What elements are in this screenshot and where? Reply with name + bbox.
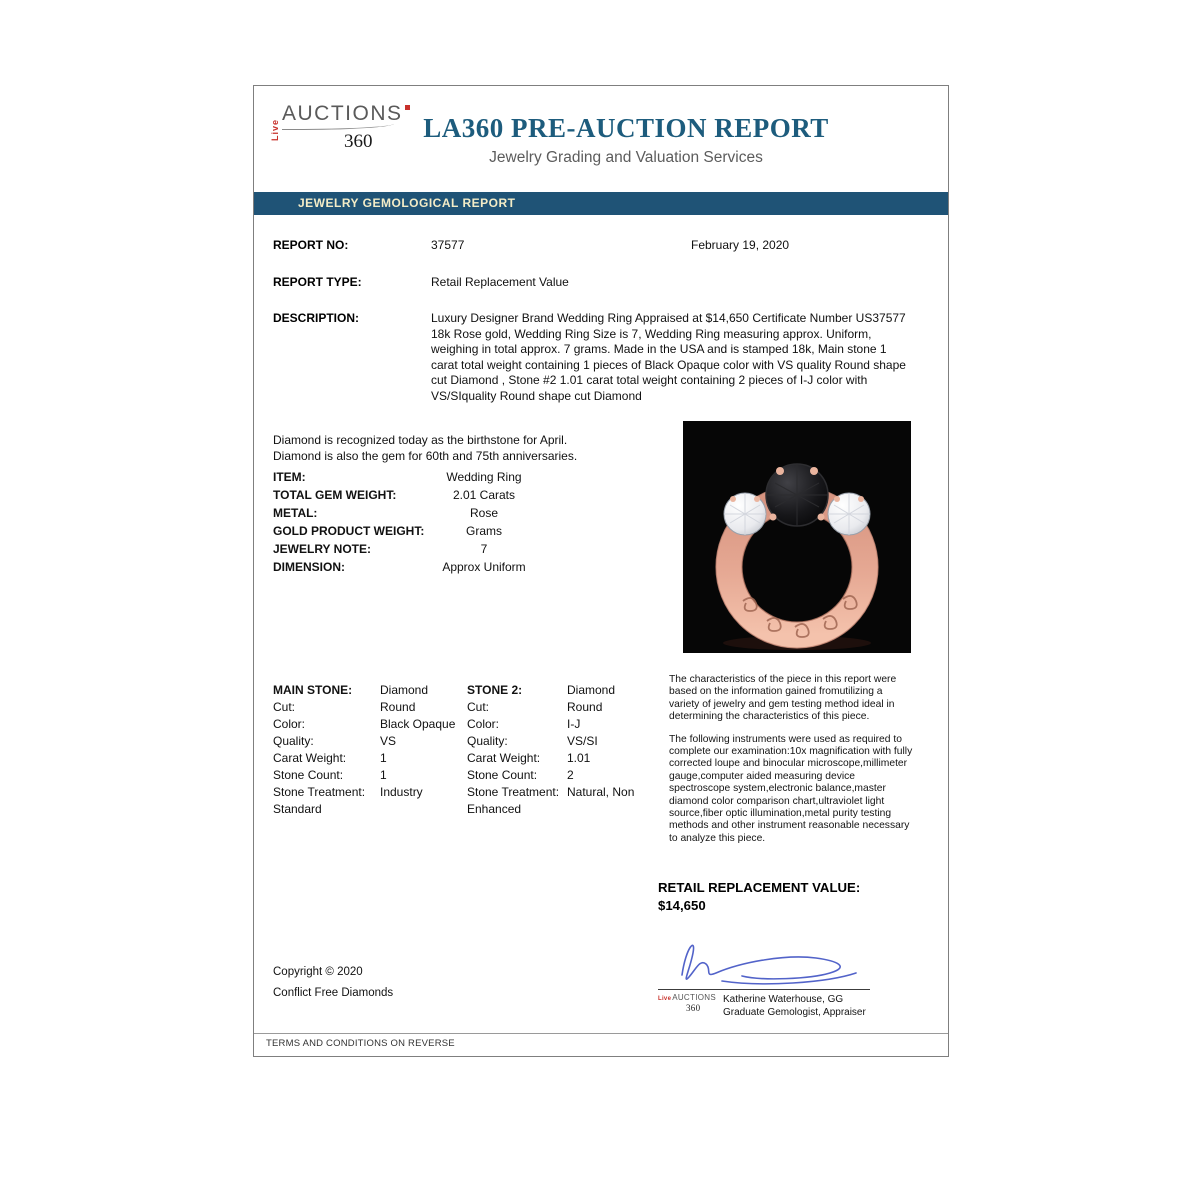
- stone-attr-row: [467, 767, 663, 784]
- report-type-label: REPORT TYPE:: [273, 275, 362, 289]
- stone2-label: STONE 2:: [467, 683, 523, 697]
- signature-logo-live: Live: [658, 996, 672, 1002]
- signature-ink: [658, 929, 870, 989]
- logo-auctions-text: AUCTIONS: [282, 102, 403, 125]
- birthstone-note-line2: Diamond is also the gem for 60th and 75th anniversaries.: [273, 449, 578, 463]
- stone-attr-row: [273, 716, 463, 733]
- stone-attr-label: Stone Treatment:: [273, 785, 366, 799]
- signature-logo-auctions: AUCTIONS: [672, 993, 716, 1002]
- stone-attr-value: 1: [380, 751, 387, 765]
- item-label: METAL:: [273, 506, 318, 520]
- description-text: Luxury Designer Brand Wedding Ring Appraised at $14,650 Certificate Number US37577 18k Rose gold, Wedding Ring Size is 7, Wedding Ring measuring approx. Uniform, weighing in total approx. 7 grams. Made in the USA and is stamped 18k, Main stone 1 carat total weight containing 1 pieces of Black Opaque color with VS quality Round shape cut Diamond , Stone #2 1.01 carat total weight containing 2 pieces of I-J color with VS/SIquality Round shape cut Diamond: [431, 311, 906, 403]
- appraiser-name: Katherine Waterhouse, GG: [722, 994, 844, 1005]
- characteristics-text: [669, 674, 913, 855]
- birthstone-note: [273, 432, 577, 464]
- stone-attr-value: 2: [567, 768, 574, 782]
- item-label: GOLD PRODUCT WEIGHT:: [273, 524, 425, 538]
- stone-attr-value: Round: [567, 700, 603, 714]
- stone-attr-label: Color:: [273, 717, 306, 731]
- terms-text: TERMS AND CONDITIONS ON REVERSE: [266, 1038, 455, 1049]
- report-subtitle: Jewelry Grading and Valuation Services: [489, 149, 763, 166]
- report-type-value: Retail Replacement Value: [431, 275, 569, 289]
- stone-attr-value: Round: [380, 700, 416, 714]
- stone-attr-value: Black Opaque: [380, 717, 456, 731]
- stone-attr-row: [273, 784, 463, 818]
- report-no-label: REPORT NO:: [273, 238, 349, 252]
- logo-360-text: 360: [344, 131, 373, 152]
- birthstone-note-line1: Diamond is recognized today as the birthstone for April.: [273, 433, 568, 447]
- item-row: [273, 542, 537, 560]
- report-date: February 19, 2020: [691, 238, 790, 252]
- stone-attr-label: Carat Weight:: [273, 751, 347, 765]
- section-banner-label: JEWELRY GEMOLOGICAL REPORT: [298, 196, 516, 210]
- retail-value-block: [658, 879, 860, 915]
- item-value: 7: [480, 542, 488, 556]
- stone-attr-value: VS/SI: [567, 734, 598, 748]
- stone-attr-value: VS: [380, 734, 397, 748]
- appraiser-title: Graduate Gemologist, Appraiser: [722, 1007, 866, 1018]
- terms-footer: [254, 1033, 948, 1049]
- item-row: [273, 488, 537, 506]
- stone2-title-row: [467, 682, 663, 699]
- main-stone-title-row: [273, 682, 463, 699]
- copyright-text: Copyright © 2020: [273, 966, 363, 978]
- characteristics-paragraph-2: The following instruments were used as required to complete our examination:10x magnification with fully corrected loupe and binocular microscope,millimeter gauge,computer aided measuring device spectroscope system,electronic balance,master diamond color comparison chart,ultraviolet light source,fiber optic illumination,metal purity testing methods and other instrument reasonable necessary to analyze this piece.: [669, 733, 913, 844]
- item-value: Rose: [469, 506, 498, 520]
- main-stone-label: MAIN STONE:: [273, 683, 353, 697]
- stone-attr-row: [467, 750, 663, 767]
- stone-attr-row: [467, 733, 663, 750]
- item-label: DIMENSION:: [273, 560, 345, 574]
- description-row: [273, 311, 932, 404]
- stone-attr-value: 1.01: [567, 751, 591, 765]
- stone-attr-row: [273, 750, 463, 767]
- report-type-row: [273, 275, 932, 291]
- item-row: [273, 470, 537, 488]
- stone-attr-label: Stone Count:: [467, 768, 538, 782]
- stone-attr-row: [467, 784, 663, 818]
- item-row: [273, 560, 537, 578]
- signature-logo-360: 360: [686, 1003, 701, 1013]
- report-document: [253, 85, 949, 1057]
- item-label: ITEM:: [273, 470, 306, 484]
- item-details-table: [273, 470, 537, 578]
- stone-attr-label: Stone Count:: [273, 768, 344, 782]
- stone-attr-row: [467, 699, 663, 716]
- stone-attr-value: I-J: [567, 717, 581, 731]
- stone2-value: Diamond: [567, 683, 616, 697]
- stone-attr-row: [467, 716, 663, 733]
- stone-attr-label: Cut:: [273, 700, 296, 714]
- section-banner: [254, 192, 948, 215]
- report-no-row: [273, 238, 932, 254]
- stone-attr-label: Quality:: [467, 734, 508, 748]
- main-stone-section: [273, 682, 463, 818]
- stone-attr-label: Quality:: [273, 734, 314, 748]
- stone-attr-value: 1: [380, 768, 387, 782]
- signature-block: [658, 929, 870, 1019]
- stone-attr-label: Carat Weight:: [467, 751, 541, 765]
- stone-attr-label: Color:: [467, 717, 500, 731]
- item-value: Wedding Ring: [446, 470, 522, 484]
- item-value: Grams: [466, 524, 502, 538]
- stone-attr-row: [273, 733, 463, 750]
- description-label: DESCRIPTION:: [273, 311, 360, 325]
- item-label: TOTAL GEM WEIGHT:: [273, 488, 397, 502]
- stone2-section: [467, 682, 663, 818]
- stone-attr-label: Stone Treatment:: [467, 785, 560, 799]
- retail-value-label: RETAIL REPLACEMENT VALUE:: [658, 880, 861, 895]
- ring-photo-graphic: [683, 421, 911, 653]
- item-value: Approx Uniform: [442, 560, 526, 574]
- characteristics-paragraph-1: The characteristics of the piece in this report were based on the information gained fromutilizing a variety of jewelry and gem testing method ideal in determining the characteristics of this piece.: [669, 674, 897, 723]
- item-row: [273, 506, 537, 524]
- logo-red-dot-icon: [405, 105, 410, 110]
- ring-photo: [683, 421, 911, 653]
- report-no-value: 37577: [431, 238, 465, 252]
- item-value: 2.01 Carats: [452, 488, 516, 502]
- stone-attr-row: [273, 767, 463, 784]
- retail-value-amount: $14,650: [658, 898, 706, 913]
- copyright-block: [273, 966, 393, 999]
- item-label: JEWELRY NOTE:: [273, 542, 372, 556]
- stone-attr-label: Cut:: [467, 700, 490, 714]
- item-row: [273, 524, 537, 542]
- signature-logo: [658, 993, 716, 1013]
- stone-attr-row: [273, 699, 463, 716]
- report-title: LA360 PRE-AUCTION REPORT: [423, 113, 829, 143]
- stone-attr-value: Industry Standard: [273, 785, 423, 816]
- main-stone-value: Diamond: [380, 683, 429, 697]
- stone-attr-value: Natural, Non Enhanced: [467, 785, 635, 816]
- logo-live-text: Live: [270, 118, 280, 141]
- conflict-free-text: Conflict Free Diamonds: [273, 987, 394, 999]
